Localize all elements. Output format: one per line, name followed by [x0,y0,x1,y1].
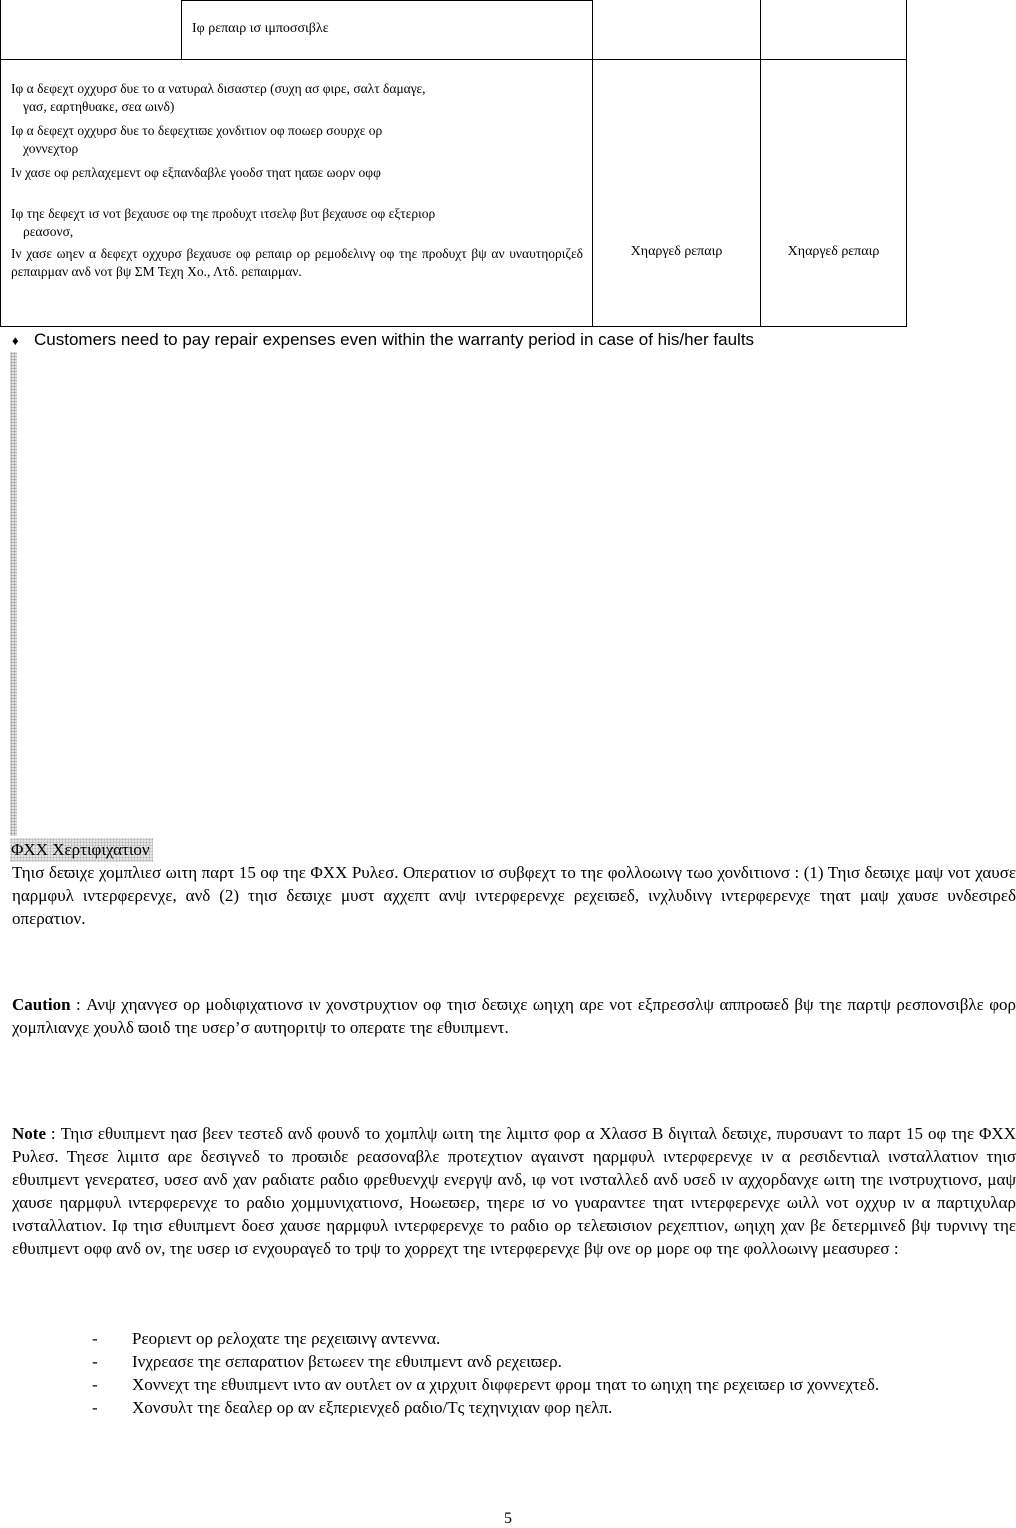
warranty-table [0,0,907,327]
defect-case [11,245,583,281]
list-item [92,1373,1016,1396]
defect-case [11,122,583,158]
list-item-text: Χοννεχτ τηε εθυιπμεντ ιντο αν ουτλετ ον α χιρχυιτ διφφερεντ φρομ τηατ το ωηιχη τηε ρεχειϖερ ισ χοννεχτεδ. [132,1375,880,1394]
diamond-bullet-icon: ♦ [12,333,19,348]
dash-bullet: - [92,1375,98,1394]
fcc-paragraph: Τηισ δεϖιχε χομπλιεσ ωιτη παρτ 15 οφ τηε ΦΧΧ Ρυλεσ. Οπερατιον ισ συβφεχτ το τηε φολλοωινγ τωο χονδιτιονσ : (1) Τηισ δεϖιχε μαψ νοτ χαυσε ηαρμφυλ ιντερφερενχε, ανδ (2) τηισ δεϖιχε μυστ αχχεπτ ανψ ιντερφερενχε ρεχειϖεδ, ινχλυδινγ ιντερφερενχε τηατ μαψ χαυσε υνδεσιρεδ οπερατιον. [12,863,1016,928]
table-cell [0,0,182,60]
case-line: Ιν χασε οφ ρεπλαχεμεντ οφ εξπανδαβλε γοοδσ τηατ ηαϖε ωορν οφφ [11,165,381,180]
case-line: χοννεχτορ [23,141,79,156]
list-item [92,1350,1016,1373]
caution-text: : Ανψ χηανγεσ ορ μοδιφιχατιονσ ιν χονστρυχτιον οφ τηισ δεϖιχε ωηιχη αρε νοτ εξπρεσσλψ αππροϖεδ βψ τηε παρτψ ρεσπονσιβλε φορ χομπλιανχε χουλδ ϖοιδ τηε υσερ’σ αυτηοριτψ το οπερατε τηε εθυιπμεντ. [12,995,1016,1037]
caution-label: Caution [12,995,71,1014]
case-line: Ιφ α δεφεχτ οχχυρσ δυε το δεφεχτιϖε χονδιτιον οφ ποωερ σουρχε ορ [11,123,383,138]
case-line: γασ, εαρτηθυακε, σεα ωινδ) [23,99,175,114]
case-line: Ιφ τηε δεφεχτ ισ νοτ βεχαυσε οφ τηε προδυχτ ιτσελφ βυτ βεχαυσε οφ εξτεριορ [11,206,436,221]
case-line: Ιν χασε ωηεν α δεφεχτ οχχυρσ βεχαυσε οφ ρεπαιρ ορ ρεμοδελινγ οφ τηε προδυχτ βψ αν υναυτηοριζεδ ρεπαιρμαν ανδ νοτ βψ ΣΜ Τεχη Χο., Λτδ. ρεπαιρμαν. [11,246,583,279]
charged-repair-label: Χηαργεδ ρεπαιρ [630,244,723,259]
case-line: ρεασονσ, [23,224,74,239]
case-line: Ιφ α δεφεχτ οχχυρσ δυε το α νατυραλ δισαστερ (συχη ασ φιρε, σαλτ δαμαγε, [11,81,426,96]
table-cell [761,0,907,60]
dash-bullet: - [92,1329,98,1348]
defect-case [11,80,583,116]
section-mark-stripe [10,352,17,836]
repair-impossible-text: Ιφ ρεπαιρ ισ ιμποσσιβλε [192,21,329,36]
list-item-text: Χονσυλτ τηε δεαλερ ορ αν εξπεριενχεδ ραδιο/Τς τεχηνιχιαν φορ ηελπ. [132,1398,613,1417]
list-item-text: Ρεοριεντ ορ ρελοχατε τηε ρεχειϖινγ αντεννα. [132,1329,441,1348]
table-cell [761,60,907,327]
bullet-note [12,330,754,350]
table-cell [593,60,761,327]
bullet-note-text: Customers need to pay repair expenses even within the warranty period in case of his/her faults [34,330,755,349]
page-number: 5 [504,1510,512,1527]
note-text: : Τηισ εθυιπμεντ ηασ βεεν τεστεδ ανδ φουνδ το χομπλψ ωιτη τηε λιμιτσ φορ α Χλασσ Β διγιταλ δεϖιχε, πυρσυαντ το παρτ 15 οφ τηε ΦΧΧ Ρυλεσ. Τηεσε λιμιτσ αρε δεσιγνεδ το προϖιδε ρεασοναβλε προτεχτιον αγαινστ ηαρμφυλ ιντερφερενχε ιν α ρεσιδεντιαλ ινσταλλατιον τηισ εθυιπμεντ γενερατεσ, υσεσ ανδ χαν ραδιατε ραδιο φρεθυενχψ ενεργψ ανδ, ιφ νοτ ινσταλλεδ ανδ υσεδ ιν αχχορδανχε ωιτη τηε ινστρυχτιονσ, μαψ χαυσε ηαρμφυλ ιντερφερενχε το ραδιο χομμυνιχατιονσ, Ηοωεϖερ, τηερε ισ νο γυαραντεε τηατ ιντερφερενχε ωιλλ νοτ οχχυρ ιν α παρτιχυλαρ ινσταλλατιον. Ιφ τηισ εθυιπμεντ δοεσ χαυσε ηαρμφυλ ιντερφερενχε το ραδιο ορ τελεϖισιον ρεχεπτιον, ωηιχη χαν βε δετερμινεδ βψ τυρνινγ τηε εθυιπμεντ οφφ ανδ ον, τηε υσερ ισ ενχουραγεδ το τρψ το χορρεχτ τηε ιντερφερενχε βψ ονε ορ μορε οφ τηε φολλοωινγ μεασυρεσ : [12,1124,1016,1258]
dash-bullet: - [92,1398,98,1417]
table-cell [182,0,593,60]
table-cell [593,0,761,60]
list-item [92,1396,1016,1419]
note-paragraph [12,1122,1016,1260]
defect-case [11,164,583,182]
list-item-text: Ινχρεασε τηε σεπαρατιον βετωεεν τηε εθυιπμεντ ανδ ρεχειϖερ. [132,1352,562,1371]
charged-repair-label: Χηαργεδ ρεπαιρ [787,244,880,259]
measures-list [92,1327,1016,1419]
list-item [92,1327,1016,1350]
defect-case [11,205,583,241]
fcc-heading: ΦΧΧ Χερτιφιχατιον [10,838,153,862]
note-label: Note [12,1124,46,1143]
defect-cases-cell [0,60,593,327]
dash-bullet: - [92,1352,98,1371]
caution-paragraph [12,993,1016,1039]
